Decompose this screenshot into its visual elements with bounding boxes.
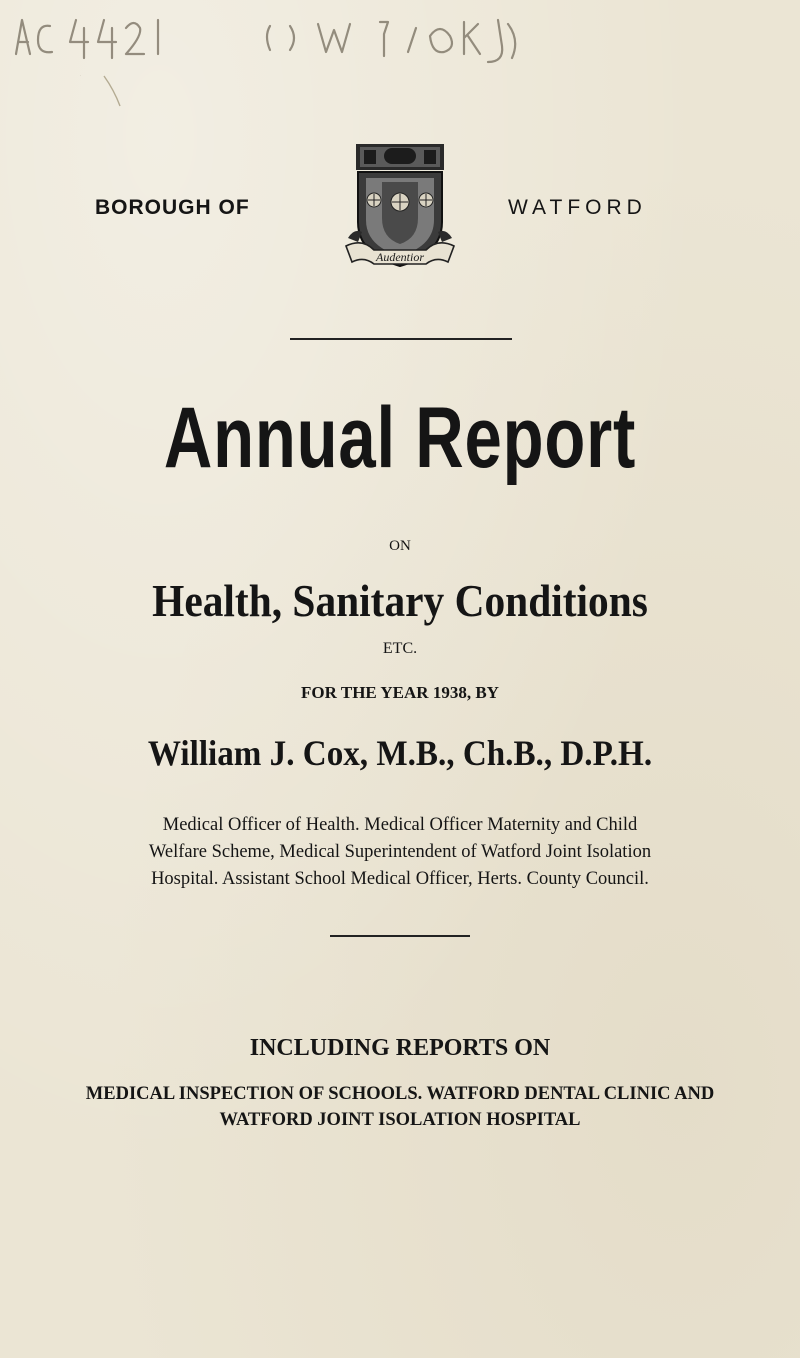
handwritten-tick xyxy=(100,72,130,112)
watford-crest-icon xyxy=(344,142,456,282)
year-line: FOR THE YEAR 1938, BY xyxy=(301,683,499,702)
handwritten-catalogue-mark xyxy=(8,6,528,76)
report-title: Annual Report xyxy=(163,390,637,486)
handwriting-text: AC 4421 xyxy=(8,6,12,7)
report-subject: Health, Sanitary Conditions xyxy=(152,575,648,626)
on-label: ON xyxy=(389,538,411,554)
included-reports: MEDICAL INSPECTION OF SCHOOLS. WATFORD DENTAL CLINIC AND WATFORD JOINT ISOLATION HOSPITAL xyxy=(85,1084,715,1130)
divider-rule-bottom xyxy=(330,935,470,937)
divider-rule-top xyxy=(290,338,512,340)
watford-label: WATFORD xyxy=(508,196,647,219)
author-name: William J. Cox, M.B., Ch.B., D.P.H. xyxy=(147,733,653,773)
including-heading: INCLUDING REPORTS ON xyxy=(249,1035,551,1061)
etc-label: ETC. xyxy=(382,640,418,657)
author-description: Medical Officer of Health. Medical Officer Maternity and Child Welfare Scheme, Medical Superintendent of Watford Joint Isolation Hospital. Assistant School Medical Officer, Herts. County Council. xyxy=(148,815,652,889)
masthead xyxy=(0,142,800,282)
crest-motto: Audentior xyxy=(376,250,424,264)
borough-of-label: BOROUGH OF xyxy=(95,196,250,219)
